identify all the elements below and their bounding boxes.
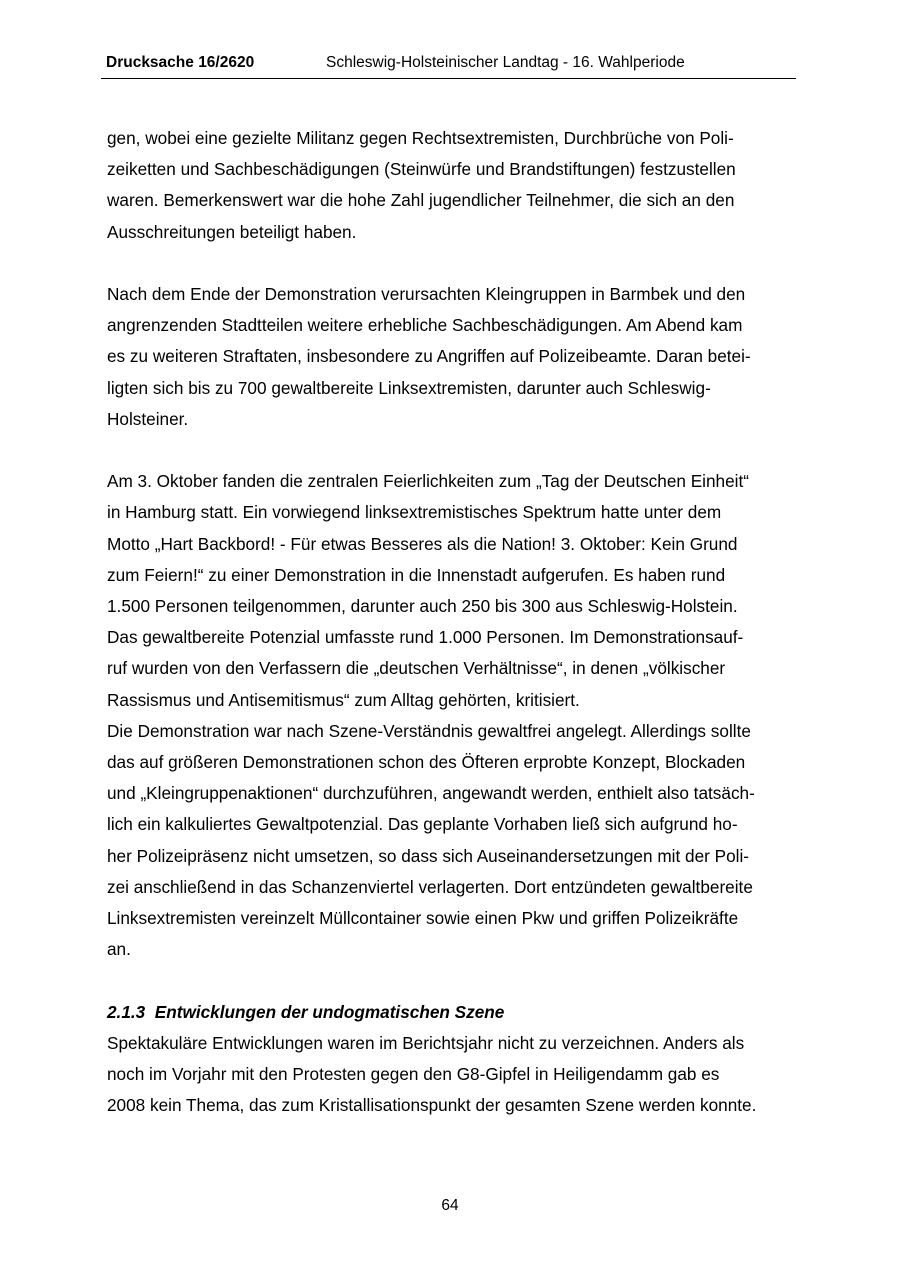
section-heading <box>107 997 797 1028</box>
text-line: waren. Bemerkenswert war die hohe Zahl jugendlicher Teilnehmer, die sich an den <box>107 190 735 211</box>
paragraph-gap <box>107 435 797 466</box>
text-line: an. <box>107 939 131 960</box>
section-number: 2.1.3 <box>107 1001 146 1022</box>
text-line: gen, wobei eine gezielte Militanz gegen Rechtsextremisten, Durchbrüche von Poli- <box>107 128 734 148</box>
text-line: Nach dem Ende der Demonstration verursachten Kleingruppen in Barmbek und den <box>107 284 746 304</box>
page-header <box>101 52 796 79</box>
paragraph <box>107 716 797 966</box>
paragraph-gap <box>107 965 797 996</box>
section-title: Entwicklungen der undogmatischen Szene <box>154 1001 505 1022</box>
text-line: Spektakuläre Entwicklungen waren im Berichtsjahr nicht zu verzeichnen. Anders als <box>107 1032 745 1053</box>
text-line: Holsteiner. <box>107 408 189 429</box>
text-line: noch im Vorjahr mit den Protesten gegen den G8-Gipfel in Heiligendamm gab es <box>107 1064 720 1085</box>
text-line: angrenzenden Stadtteilen weitere erhebliche Sachbeschädigungen. Am Abend kam <box>107 315 743 336</box>
paragraph <box>107 123 797 248</box>
text-line: 1.500 Personen teilgenommen, darunter auch 250 bis 300 aus Schleswig-Holstein. <box>107 596 738 617</box>
document-number: Drucksache 16/2620 <box>106 54 255 71</box>
text-line: das auf größeren Demonstrationen schon des Öfteren erprobte Konzept, Blockaden <box>107 752 746 773</box>
text-line: ruf wurden von den Verfassern die „deutschen Verhältnisse“, in denen „völkischer <box>107 658 726 679</box>
text-line: Am 3. Oktober fanden die zentralen Feierlichkeiten zum „Tag der Deutschen Einheit“ <box>107 471 749 492</box>
text-line: und „Kleingruppenaktionen“ durchzuführen, angewandt werden, enthielt also tatsäch- <box>107 783 755 804</box>
text-line: zeiketten und Sachbeschädigungen (Steinwürfe und Brandstiftungen) festzustellen <box>107 159 736 180</box>
text-line: Rassismus und Antisemitismus“ zum Alltag gehörten, kritisiert. <box>107 689 580 710</box>
paragraph <box>107 279 797 435</box>
text-line: Ausschreitungen beteiligt haben. <box>107 221 357 242</box>
text-line: Die Demonstration war nach Szene-Verständnis gewaltfrei angelegt. Allerdings sollte <box>107 720 751 741</box>
text-line: 2008 kein Thema, das zum Kristallisationspunkt der gesamten Szene werden konnte. <box>107 1095 757 1116</box>
paragraph <box>107 466 797 716</box>
text-line: Linksextremisten vereinzelt Müllcontainer sowie einen Pkw und griffen Polizeikräfte <box>107 908 739 929</box>
text-line: Motto „Hart Backbord! - Für etwas Besseres als die Nation! 3. Oktober: Kein Grund <box>107 533 738 554</box>
text-line: Das gewaltbereite Potenzial umfasste rund 1.000 Personen. Im Demonstrationsauf- <box>107 627 744 648</box>
document-body <box>107 123 797 1121</box>
text-line: in Hamburg statt. Ein vorwiegend linksextremistisches Spektrum hatte unter dem <box>107 502 722 523</box>
paragraph <box>107 1028 797 1122</box>
paragraph-gap <box>107 248 797 279</box>
page-number: 64 <box>441 1197 459 1214</box>
text-line: ligten sich bis zu 700 gewaltbereite Linksextremisten, darunter auch Schleswig- <box>107 377 711 398</box>
text-line: zum Feiern!“ zu einer Demonstration in die Innenstadt aufgerufen. Es haben rund <box>107 564 726 585</box>
text-line: her Polizeipräsenz nicht umsetzen, so dass sich Auseinandersetzungen mit der Poli- <box>107 845 750 866</box>
text-line: es zu weiteren Straftaten, insbesondere zu Angriffen auf Polizeibeamte. Daran betei- <box>107 346 751 367</box>
text-line: zei anschließend in das Schanzenviertel verlagerten. Dort entzündeten gewaltbereite <box>107 876 753 897</box>
assembly-title: Schleswig-Holsteinischer Landtag - 16. Wahlperiode <box>326 54 685 71</box>
text-line: lich ein kalkuliertes Gewaltpotenzial. Das geplante Vorhaben ließ sich aufgrund ho- <box>107 814 738 835</box>
